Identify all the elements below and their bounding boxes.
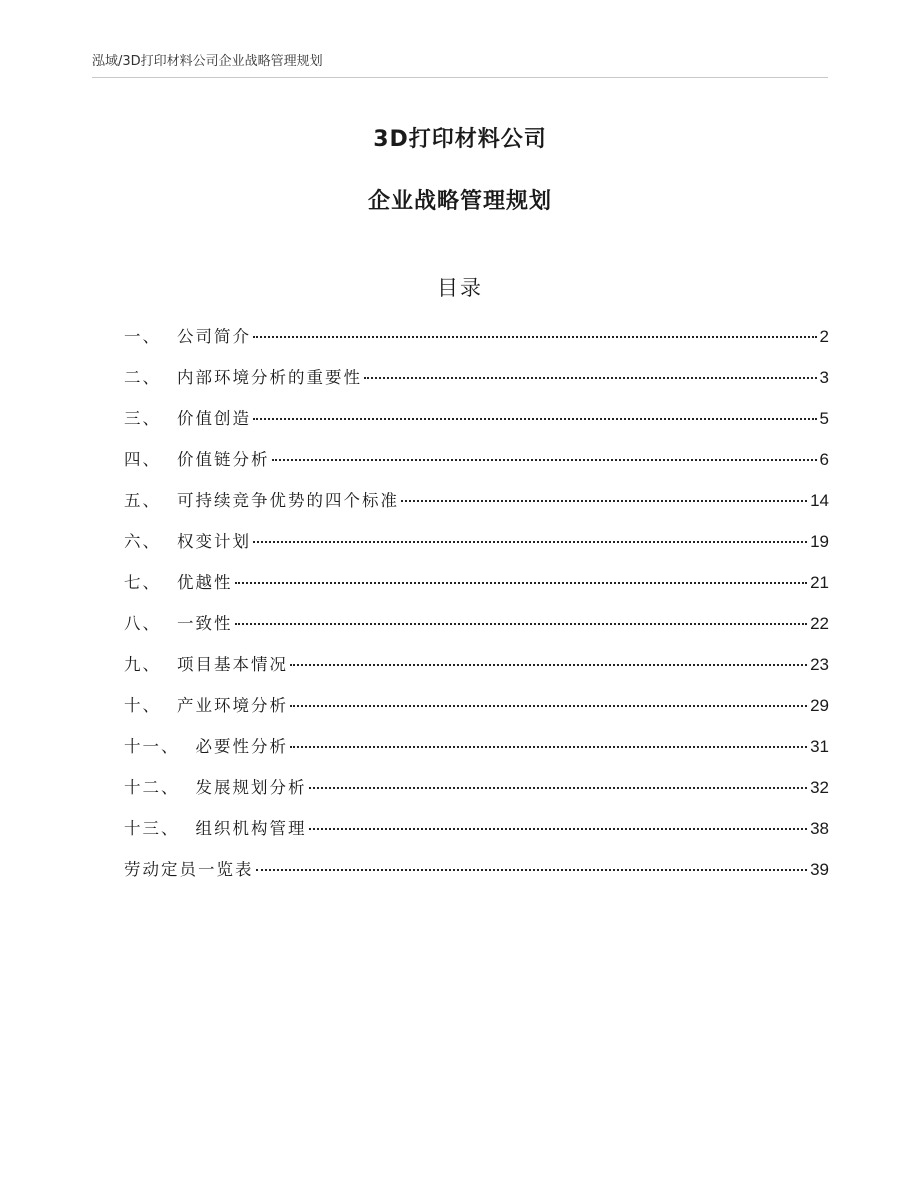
toc-entry-page: 32 <box>810 778 829 797</box>
toc-entry-title: 产业环境分析 <box>177 696 288 715</box>
toc-entry-number: 六、 <box>124 532 161 551</box>
toc-leader-dots <box>290 664 807 666</box>
toc-leader-dots <box>253 541 807 543</box>
toc-entry-page: 23 <box>810 655 829 674</box>
toc-entry[interactable] <box>124 735 829 776</box>
toc-entry-page: 29 <box>810 696 829 715</box>
table-of-contents <box>124 325 829 899</box>
toc-entry-title: 劳动定员一览表 <box>124 860 254 879</box>
toc-entry-title: 权变计划 <box>177 532 251 551</box>
toc-entry[interactable] <box>124 571 829 612</box>
toc-entry-number: 九、 <box>124 655 161 674</box>
toc-entry-number: 十、 <box>124 696 161 715</box>
toc-entry-number: 十一、 <box>124 737 180 756</box>
toc-entry-number: 八、 <box>124 614 161 633</box>
document-title-line2: 企业战略管理规划 <box>367 189 552 214</box>
toc-leader-dots <box>290 705 807 707</box>
toc-entry-title: 可持续竞争优势的四个标准 <box>177 491 399 510</box>
toc-leader-dots <box>364 377 817 379</box>
toc-leader-dots <box>256 869 808 871</box>
toc-entry-page: 22 <box>810 614 829 633</box>
running-header: 泓域/3D打印材料公司企业战略管理规划 <box>92 53 828 78</box>
toc-heading: 目录 <box>437 276 483 300</box>
toc-leader-dots <box>309 787 808 789</box>
toc-entry[interactable] <box>124 407 829 448</box>
toc-entry-title: 组织机构管理 <box>195 819 307 838</box>
toc-entry[interactable] <box>124 653 829 694</box>
toc-leader-dots <box>272 459 817 461</box>
toc-leader-dots <box>253 418 817 420</box>
toc-leader-dots <box>235 623 808 625</box>
document-title-line1: 3D打印材料公司 <box>373 127 547 152</box>
toc-entry-page: 6 <box>819 450 829 469</box>
toc-entry-title: 公司简介 <box>177 327 251 346</box>
toc-leader-dots <box>253 336 817 338</box>
toc-entry[interactable] <box>124 817 829 858</box>
toc-leader-dots <box>235 582 808 584</box>
toc-entry-page: 5 <box>819 409 829 428</box>
toc-entry-title: 价值链分析 <box>177 450 270 469</box>
toc-entry-number: 三、 <box>124 409 161 428</box>
toc-entry-page: 2 <box>819 327 829 346</box>
toc-leader-dots <box>401 500 807 502</box>
toc-entry[interactable] <box>124 325 829 366</box>
toc-entry[interactable] <box>124 858 829 899</box>
toc-leader-dots <box>290 746 807 748</box>
toc-entry-number: 十二、 <box>124 778 180 797</box>
toc-entry[interactable] <box>124 612 829 653</box>
toc-leader-dots <box>309 828 808 830</box>
toc-entry-title: 内部环境分析的重要性 <box>177 368 362 387</box>
toc-entry[interactable] <box>124 530 829 571</box>
toc-entry-number: 五、 <box>124 491 161 510</box>
toc-entry-title: 优越性 <box>177 573 233 592</box>
toc-entry[interactable] <box>124 448 829 489</box>
toc-entry-number: 七、 <box>124 573 161 592</box>
toc-entry[interactable] <box>124 694 829 735</box>
toc-entry[interactable] <box>124 776 829 817</box>
toc-entry-page: 38 <box>810 819 829 838</box>
toc-entry-number: 一、 <box>124 327 161 346</box>
toc-entry-page: 3 <box>819 368 829 387</box>
toc-entry-page: 14 <box>810 491 829 510</box>
toc-entry-title: 必要性分析 <box>195 737 288 756</box>
toc-entry-title: 发展规划分析 <box>195 778 307 797</box>
toc-entry-page: 19 <box>810 532 829 551</box>
toc-entry[interactable] <box>124 366 829 407</box>
toc-entry-title: 价值创造 <box>177 409 251 428</box>
toc-entry-title: 项目基本情况 <box>177 655 288 674</box>
toc-entry-number: 十三、 <box>124 819 180 838</box>
toc-entry-number: 四、 <box>124 450 161 469</box>
toc-entry-page: 31 <box>810 737 829 756</box>
toc-entry-number: 二、 <box>124 368 161 387</box>
toc-entry-title: 一致性 <box>177 614 233 633</box>
toc-entry[interactable] <box>124 489 829 530</box>
toc-entry-page: 39 <box>810 860 829 879</box>
toc-entry-page: 21 <box>810 573 829 592</box>
